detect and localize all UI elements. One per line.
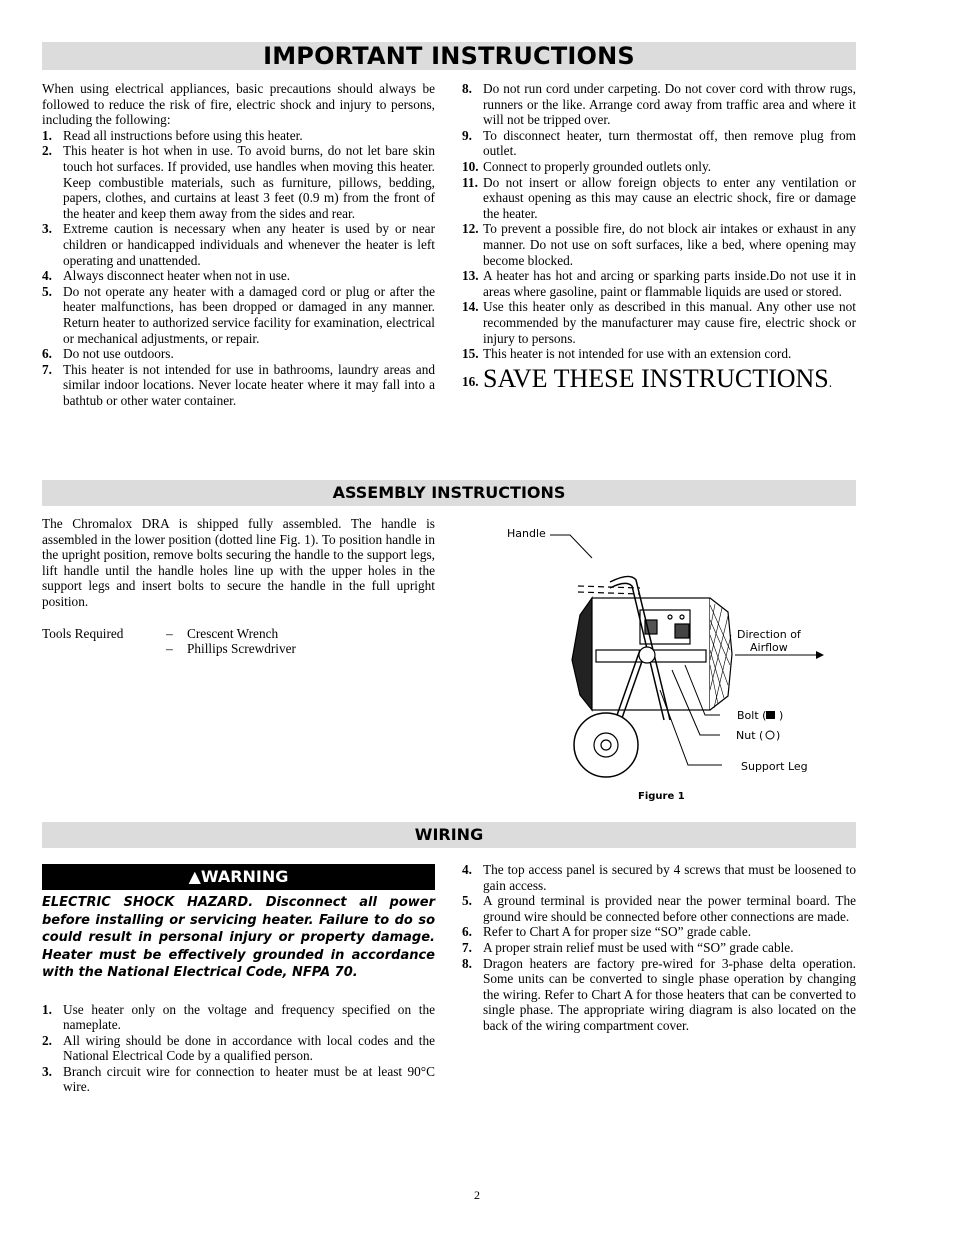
tools-dash: – <box>166 641 173 657</box>
figure-label-airflow: Airflow <box>750 641 788 654</box>
list-item: 10. Connect to properly grounded outlets only. <box>462 158 712 174</box>
important-right-column <box>462 81 856 392</box>
assembly-column <box>42 516 435 657</box>
warning-title: WARNING <box>200 867 289 886</box>
figure-label-support-leg: Support Leg <box>741 760 808 773</box>
tools-dash: – <box>166 625 173 641</box>
wiring-right-column <box>462 862 856 1034</box>
figure-label-direction: Direction of <box>737 628 801 641</box>
list-item: 5. A ground terminal is provided near the power terminal board. The ground wire should be connected before other connections are made. <box>462 893 856 924</box>
list-item: 4. Always disconnect heater when not in use. <box>42 268 291 284</box>
list-item: 14. Use this heater only as described in this manual. Any other use not recommended by the manufacturer may cause fire, electric shock or injury to persons. <box>462 299 856 346</box>
list-item: 8. Dragon heaters are factory pre-wired for 3-phase delta operation. Some units can be converted to single phase operation by changing the wiring. Refer to Chart A for those heaters that can be converted to single phase. The appropriate wiring diagram is also located on the back of the wiring compartment cover. <box>462 955 856 1033</box>
important-right-list <box>462 81 856 362</box>
list-item: 2. This heater is hot when in use. To avoid burns, do not let bare skin touch hot surfaces. If provided, use handles when moving this heater. Keep combustible materials, such as furniture, pillows, bedding, papers, clothes, and curtains at least 3 feet (0.9 m) from the front of the heater and keep them away from the sides and rear. <box>42 143 435 221</box>
list-item: 9. To disconnect heater, turn thermostat off, then remove plug from outlet. <box>462 127 856 159</box>
save-instructions-text: SAVE THESE INSTRUCTIONS <box>483 363 829 393</box>
important-intro: When using electrical appliances, basic precautions should always be followed to reduce the risk of fire, electric shock and injury to persons, including the following: <box>42 81 435 128</box>
figure-caption: Figure 1 <box>638 791 685 802</box>
list-item: 13. A heater has hot and arcing or sparking parts inside.Do not use it in areas where gasoline, paint or flammable liquids are used or stored. <box>462 268 856 299</box>
list-item: 15. This heater is not intended for use with an extension cord. <box>462 346 792 362</box>
list-item: 2. All wiring should be done in accordance with local codes and the National Electrical Code by a qualified person. <box>42 1032 435 1064</box>
warning-bar <box>42 864 435 890</box>
list-item: 5. Do not operate any heater with a damaged cord or plug or after the heater malfunctions, has been dropped or damaged in any manner. Return heater to authorized service facility for examination, electrical or mechanical adjustments, or repair. <box>42 283 435 346</box>
figure-label-bolt-end: ) <box>779 709 784 722</box>
list-item: 6. Do not use outdoors. <box>42 346 174 362</box>
wiring-heading: WIRING <box>42 822 856 848</box>
assembly-body: The Chromalox DRA is shipped fully assembled. The handle is assembled in the lower position (dotted line Fig. 1). To position handle in the upright position, remove bolts securing the handle to the support legs, lift handle until the handle holes line up with the upper holes in the support legs and insert bolts to secure the handle in the full upright position. <box>42 516 435 609</box>
list-item: 7. This heater is not intended for use in bathrooms, laundry areas and similar indoor locations. Never locate heater where it may fall into a bathtub or other water container. <box>42 361 435 408</box>
list-item: 6. Refer to Chart A for proper size “SO” grade cable. <box>462 924 752 940</box>
warning-text: ELECTRIC SHOCK HAZARD. Disconnect all power before installing or servicing heater. Failure to do so could result in personal injury or property damage. Heater must be effectively grounded in accordance with the National Electrical Code, NFPA 70. <box>42 895 435 980</box>
figure-label-nut: Nut ( <box>736 729 764 742</box>
list-item: 8. Do not run cord under carpeting. Do not cover cord with throw rugs, runners or the like. Arrange cord away from traffic area and where it will not be tripped over. <box>462 81 856 128</box>
important-left-column <box>42 81 435 408</box>
wiring-left-list <box>42 1002 435 1096</box>
nut-symbol-icon <box>766 731 774 739</box>
list-item: 1. Read all instructions before using this heater. <box>42 127 303 143</box>
warning-triangle-icon: ▲ <box>188 867 201 886</box>
list-item: 4. The top access panel is secured by 4 screws that must be loosened to gain access. <box>462 862 856 893</box>
tool-item: Phillips Screwdriver <box>187 641 296 657</box>
wiring-left-column <box>42 864 435 1095</box>
list-item: 1. Use heater only on the voltage and frequency specified on the nameplate. <box>42 1001 435 1033</box>
list-item: 7. A proper strain relief must be used with “SO” grade cable. <box>462 939 794 955</box>
tools-required <box>42 626 435 657</box>
save-instructions-item: 16. SAVE THESE INSTRUCTIONS. <box>462 363 833 393</box>
assembly-instructions-heading: ASSEMBLY INSTRUCTIONS <box>42 480 856 506</box>
important-instructions-heading: IMPORTANT INSTRUCTIONS <box>42 42 856 70</box>
tool-item: Crescent Wrench <box>187 625 279 641</box>
important-left-list <box>42 128 435 409</box>
figure-label-nut-end: ) <box>776 729 781 742</box>
figure-label-bolt: Bolt ( <box>737 709 767 722</box>
heater-figure <box>500 520 830 810</box>
wiring-right-list <box>462 862 856 1034</box>
list-item: 11. Do not insert or allow foreign objects to enter any ventilation or exhaust opening as this may cause an electric shock, fire or damage the heater. <box>462 174 856 221</box>
list-item: 3. Extreme caution is necessary when any heater is used by or near children or handicapped individuals and whenever the heater is left operating and unattended. <box>42 221 435 268</box>
page-number: 2 <box>474 1188 480 1202</box>
save-instructions-list <box>462 362 856 392</box>
list-item: 12. To prevent a possible fire, do not block air intakes or exhaust in any manner. Do not use on soft surfaces, like a bed, where opening may become blocked. <box>462 221 856 268</box>
figure-label-handle: Handle <box>507 527 546 540</box>
bolt-symbol-icon <box>766 711 775 719</box>
tools-label: Tools Required <box>42 625 124 641</box>
list-item: 3. Branch circuit wire for connection to heater must be at least 90°C wire. <box>42 1063 435 1095</box>
